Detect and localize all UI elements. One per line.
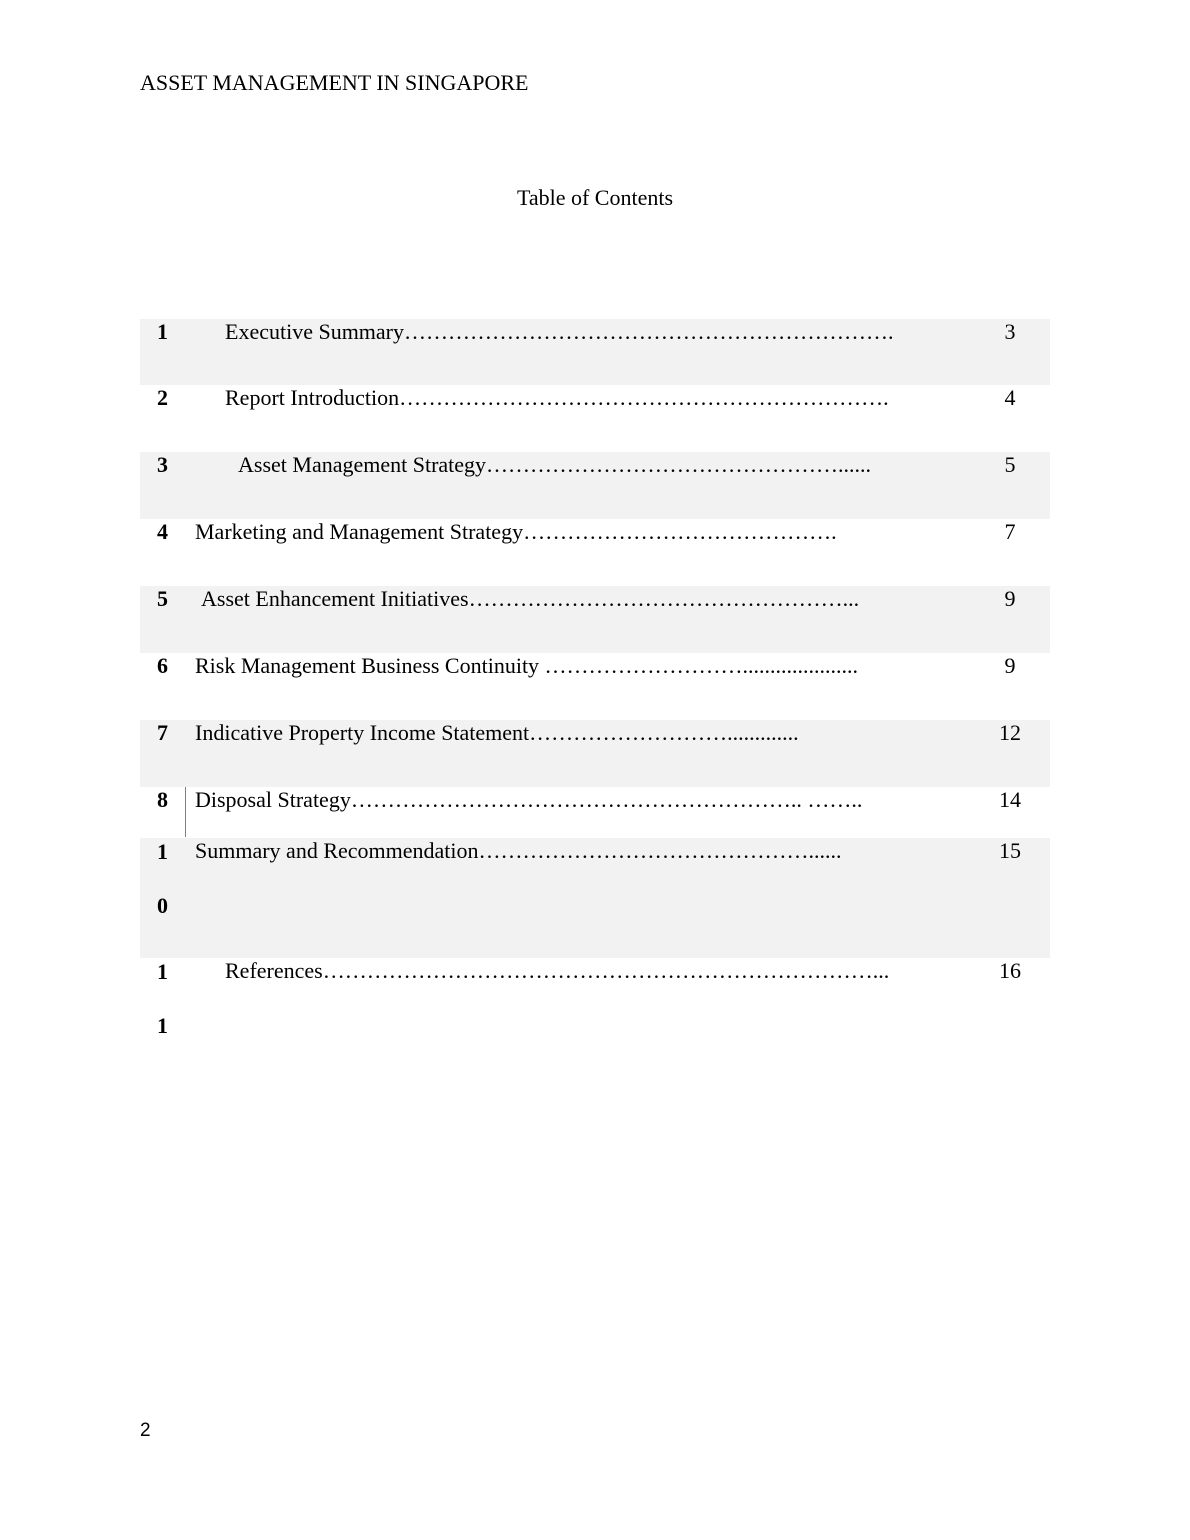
toc-entry-number: 2: [157, 385, 168, 410]
toc-entry-page: 16: [999, 958, 1021, 983]
toc-entry-page: 5: [1004, 452, 1016, 477]
toc-row: [140, 452, 1050, 519]
toc-row: [140, 586, 1050, 653]
toc-entry-page: 9: [1004, 586, 1016, 611]
toc-entry-title[interactable]: Indicative Property Income Statement……………………….............: [195, 720, 799, 745]
toc-entry-number: 1: [157, 319, 168, 344]
toc-entry-title[interactable]: Disposal Strategy…………………………………………………….. ……..: [195, 787, 863, 812]
toc-entry-page: 15: [999, 838, 1021, 863]
toc-entry-title[interactable]: References…………………………………………………………………...: [225, 958, 890, 983]
toc-entry-title[interactable]: Summary and Recommendation………………………………………......: [195, 838, 842, 863]
toc-entry-page: 4: [1004, 385, 1016, 410]
toc-entry-title[interactable]: Marketing and Management Strategy…………………………………….: [195, 519, 837, 544]
toc-row: [140, 958, 1050, 1058]
toc-entry-number: 8: [140, 787, 186, 837]
toc-row: [140, 653, 1050, 720]
toc-entry-number: 1 0: [157, 839, 168, 918]
toc-entry-number: 6: [157, 653, 168, 678]
toc-row: [140, 519, 1050, 586]
toc-entry-page: 7: [1004, 519, 1016, 544]
toc-entry-page: 12: [999, 720, 1021, 745]
toc-row: [140, 319, 1050, 385]
toc-entry-title[interactable]: Asset Management Strategy…………………………………………......: [238, 452, 872, 477]
toc-entry-title[interactable]: Executive Summary………………………………………………………….: [225, 319, 894, 344]
running-header: ASSET MANAGEMENT IN SINGAPORE: [140, 70, 529, 95]
toc-entry-title[interactable]: Risk Management Business Continuity ……………………….....................: [195, 653, 859, 678]
toc-entry-number: 3: [157, 452, 168, 477]
toc-entry-number: 4: [157, 519, 168, 544]
toc-entry-page: 3: [1004, 319, 1016, 344]
toc-entry-number: 1 1: [157, 959, 168, 1038]
toc-title: Table of Contents: [516, 185, 674, 210]
toc-entry-number: 7: [157, 720, 168, 745]
toc-table: [140, 319, 1050, 1058]
toc-row: [140, 385, 1050, 452]
toc-entry-number: 5: [157, 586, 168, 611]
page-number: 2: [140, 1420, 151, 1441]
toc-row: [140, 720, 1050, 787]
toc-entry-page: 14: [999, 787, 1021, 812]
toc-row: [140, 787, 1050, 838]
toc-entry-page: 9: [1004, 653, 1016, 678]
toc-entry-title[interactable]: Asset Enhancement Initiatives……………………………………………...: [201, 586, 860, 611]
toc-entry-title[interactable]: Report Introduction………………………………………………………….: [225, 385, 889, 410]
toc-row: [140, 838, 1050, 958]
